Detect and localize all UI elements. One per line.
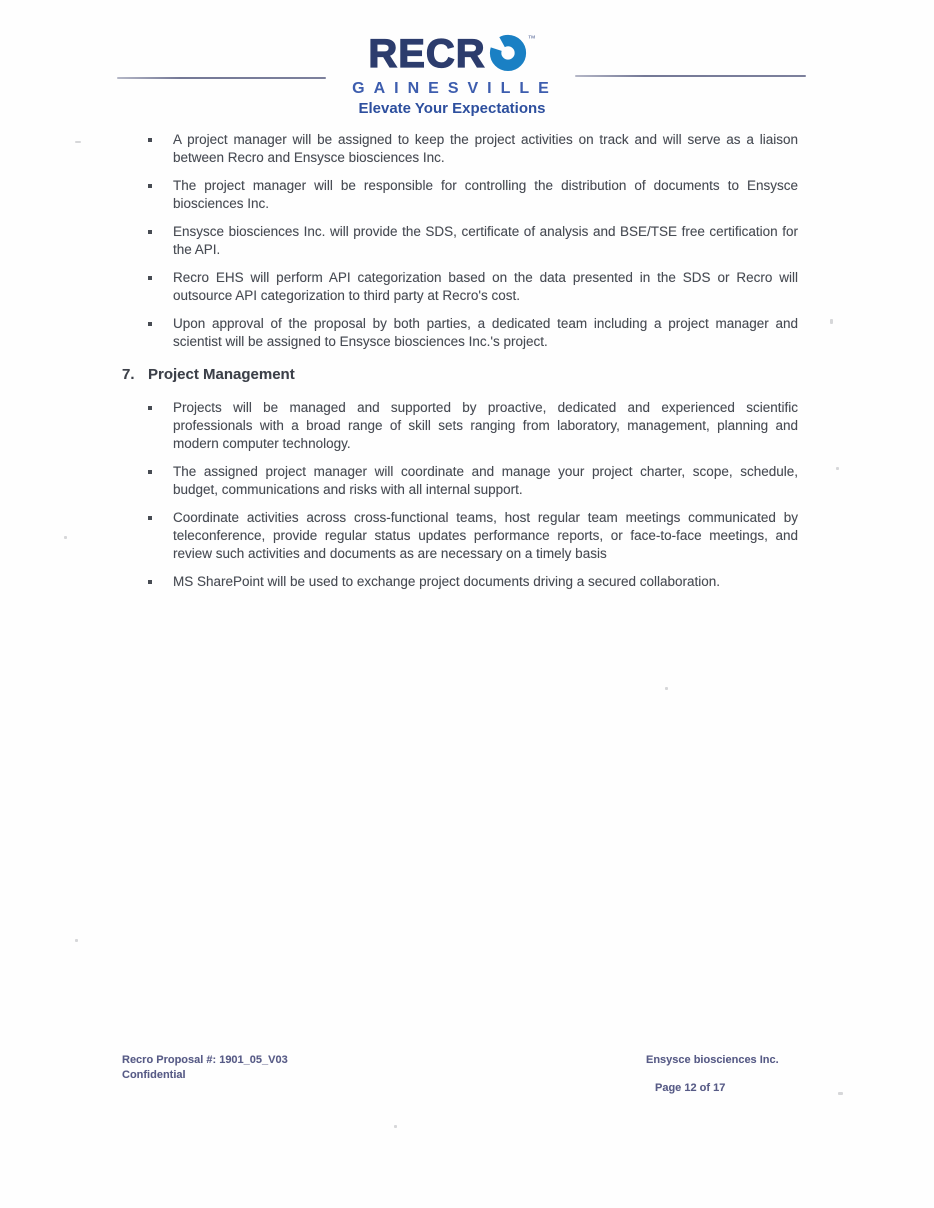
bullet-item: The assigned project manager will coordinate and manage your project charter, scope, schedule, budget, communications and risks with all internal support. <box>173 464 798 497</box>
section-heading <box>122 365 798 384</box>
brand-text: RECR <box>368 32 486 76</box>
bullet-item: Projects will be managed and supported by proactive, dedicated and experienced scientific professionals with a broad range of skill sets ranging from laboratory, management, planning and modern computer technology. <box>173 400 798 451</box>
recro-o-swoosh-icon <box>488 32 528 77</box>
logo-location: GAINESVILLE <box>352 80 558 97</box>
bullet-item: MS SharePoint will be used to exchange project documents driving a secured collaboration. <box>173 573 798 591</box>
brand-wordmark <box>336 33 568 75</box>
document-body <box>122 131 798 601</box>
trademark-symbol: ™ <box>527 34 536 43</box>
header-rule-left <box>117 77 326 79</box>
scan-speck <box>836 467 839 470</box>
scan-speck <box>665 687 668 690</box>
footer-page-number: Page 12 of 17 <box>655 1082 726 1094</box>
footer-proposal-number: Recro Proposal #: 1901_05_V03 <box>122 1054 288 1066</box>
section-title: Project Management <box>148 366 295 383</box>
bullet-item: A project manager will be assigned to keep the project activities on track and will serve as a liaison between Recro and Ensysce biosciences Inc. <box>173 132 798 165</box>
footer-right <box>646 1053 779 1096</box>
footer-confidential: Confidential <box>122 1069 186 1081</box>
bullet-item: Ensysce biosciences Inc. will provide the SDS, certificate of analysis and BSE/TSE free certification for the API. <box>173 224 798 257</box>
footer-client-name: Ensysce biosciences Inc. <box>646 1054 779 1066</box>
bullet-item: Coordinate activities across cross-functional teams, host regular team meetings communicated by teleconference, provide regular status updates performance reports, or face-to-face meetings, and review such activities and documents as are necessary on a timely basis <box>173 510 798 561</box>
logo-tagline: Elevate Your Expectations <box>358 100 546 117</box>
intro-bullet-list <box>122 131 798 351</box>
bullet-item: Upon approval of the proposal by both parties, a dedicated team including a project manager and scientist will be assigned to Ensysce biosciences Inc.'s project. <box>173 316 798 349</box>
section-bullet-list <box>122 399 798 591</box>
scan-speck <box>394 1125 397 1128</box>
header-rule-right <box>575 75 806 77</box>
section-number: 7. <box>122 366 135 383</box>
recro-logo <box>336 33 568 117</box>
bullet-item: The project manager will be responsible for controlling the distribution of documents to Ensysce biosciences Inc. <box>173 178 798 211</box>
footer-left <box>122 1053 288 1083</box>
scan-speck <box>75 141 81 143</box>
scan-speck <box>838 1092 843 1095</box>
scan-speck <box>64 536 67 539</box>
scan-speck <box>75 939 78 942</box>
bullet-item: Recro EHS will perform API categorization based on the data presented in the SDS or Recro will outsource API categorization to third party at Recro's cost. <box>173 270 798 303</box>
scan-speck <box>830 319 833 324</box>
